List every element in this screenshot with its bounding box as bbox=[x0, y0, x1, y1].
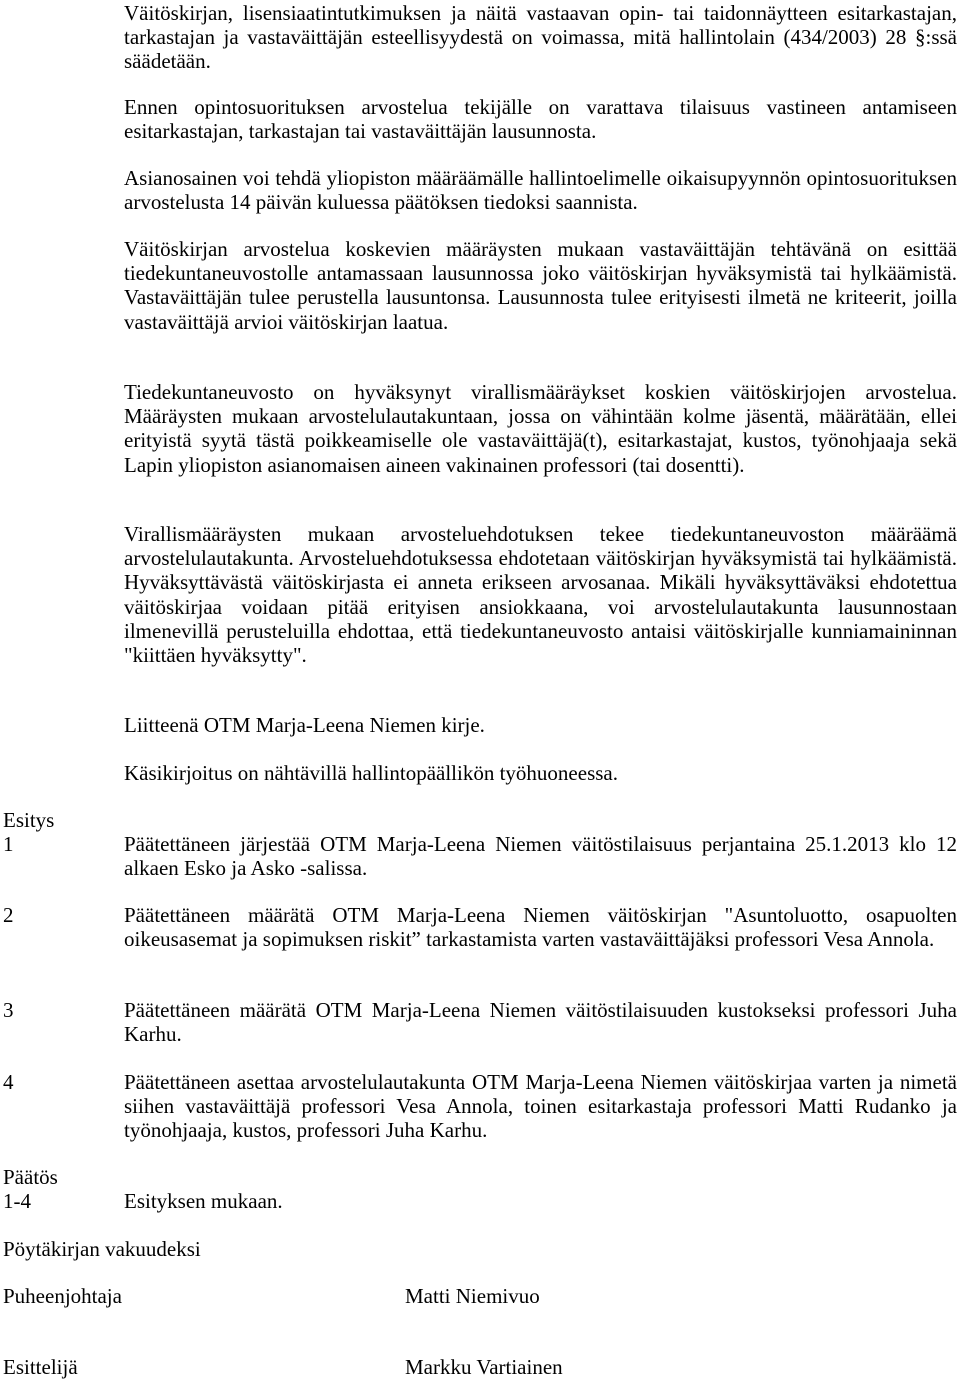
paatos-text: Esityksen mukaan. bbox=[124, 1189, 283, 1213]
paragraph-esteellisyys: Väitöskirjan, lisensiaatintutkimuksen ja näitä vastaavan opin- tai taidonnäytteen esitarkastajan, tarkastajan ja vastaväittäjän esteellisyydestä on voimassa, mitä hallintolain (434/2003) 28 §:ssä säädetään. bbox=[124, 1, 957, 74]
paragraph-vastine: Ennen opintosuorituksen arvostelua tekijälle on varattava tilaisuus vastineen antamiseen esitarkastajan, tarkastajan tai vastaväittäjän lausunnosta. bbox=[124, 95, 957, 144]
esitys-item-text: Päätettäneen määrätä OTM Marja-Leena Niemen väitöstilaisuuden kustokseksi professori Juha Karhu. bbox=[124, 998, 957, 1047]
presenter-role: Esittelijä bbox=[3, 1355, 78, 1379]
paatos-number: 1-4 bbox=[3, 1189, 31, 1213]
esitys-item-text: Päätettäneen määrätä OTM Marja-Leena Niemen väitöskirjan "Asuntoluotto, osapuolten oikeusasemat ja sopimuksen riskit” tarkastamista varten vastaväittäjäksi professori Vesa Annola. bbox=[124, 903, 957, 952]
paragraph-liite: Liitteenä OTM Marja-Leena Niemen kirje. bbox=[124, 713, 485, 737]
signatures-heading: Pöytäkirjan vakuudeksi bbox=[3, 1237, 201, 1261]
esitys-heading: Esitys bbox=[3, 808, 55, 832]
esitys-item-text: Päätettäneen asettaa arvostelulautakunta OTM Marja-Leena Niemen väitöskirjaa varten ja nimetä siihen vastaväittäjä professori Vesa Annola, toinen esitarkastaja professori Matti Rudanko ja työnohjaaja, kustos, professori Juha Karhu. bbox=[124, 1070, 957, 1143]
paragraph-arvostelulautakunta: Tiedekuntaneuvosto on hyväksynyt virallismääräykset koskien väitöskirjojen arvostelua. Määräysten mukaan arvostelulautakuntaan, jossa on vähintään kolme jäsentä, määrätään, ellei erityistä syytä tästä poikkeamiselle ole vastaväittäjä(t), esitarkastajat, kustos, työnohjaaja sekä Lapin yliopiston asianomaisen aineen vakinainen professori (tai dosentti). bbox=[124, 380, 957, 477]
presenter-name: Markku Vartiainen bbox=[405, 1355, 563, 1379]
esitys-item-text: Päätettäneen järjestää OTM Marja-Leena Niemen väitöstilaisuus perjantaina 25.1.2013 klo 12 alkaen Esko ja Asko -salissa. bbox=[124, 832, 957, 881]
chair-name: Matti Niemivuo bbox=[405, 1284, 540, 1308]
esitys-item-number: 3 bbox=[3, 998, 14, 1022]
paragraph-oikaisupyynto: Asianosainen voi tehdä yliopiston määräämälle hallintoelimelle oikaisupyynnön opintosuorituksen arvostelusta 14 päivän kuluessa päätöksen tiedoksi saannista. bbox=[124, 166, 957, 215]
paragraph-arvosteluehdotus: Virallismääräysten mukaan arvosteluehdotuksen tekee tiedekuntaneuvoston määräämä arvostelulautakunta. Arvosteluehdotuksessa ehdotetaan väitöskirjan hyväksymistä tai hylkäämistä. Hyväksyttävästä väitöskirjasta ei anneta erikseen arvosanaa. Mikäli hyväksyttäväksi ehdotettua väitöskirjaa voidaan pitää erityisen ansiokkaana, voi arvostelulautakunta lausunnostaan ilmenevillä perusteluilla ehdottaa, että tiedekuntaneuvosto antaisi väitöskirjalle kunniamaininnan "kiittäen hyväksytty". bbox=[124, 522, 957, 668]
esitys-item-number: 4 bbox=[3, 1070, 14, 1094]
chair-role: Puheenjohtaja bbox=[3, 1284, 122, 1308]
esitys-item-number: 2 bbox=[3, 903, 14, 927]
esitys-item-number: 1 bbox=[3, 832, 14, 856]
paragraph-kasikirjoitus: Käsikirjoitus on nähtävillä hallintopäällikön työhuoneessa. bbox=[124, 761, 618, 785]
paragraph-vastavaittaja: Väitöskirjan arvostelua koskevien määräysten mukaan vastaväittäjän tehtävänä on esittää tiedekuntaneuvostolle antamassaan lausunnossa joko väitöskirjan hyväksymistä tai hylkäämistä. Vastaväittäjän tulee perustella lausuntonsa. Lausunnosta tulee erityisesti ilmetä ne kriteerit, joilla vastaväittäjä arvioi väitöskirjan laatua. bbox=[124, 237, 957, 334]
paatos-heading: Päätös bbox=[3, 1165, 58, 1189]
